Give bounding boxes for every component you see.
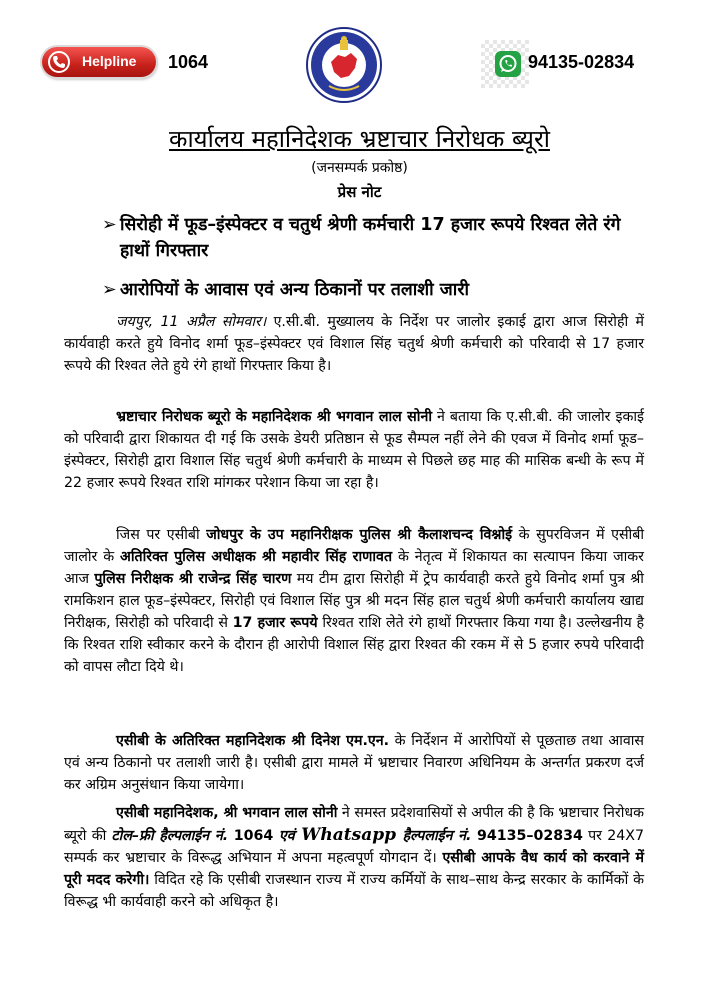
paragraph-bold: एसीबी के अतिरिक्त महानिदेशक श्री दिनेश एम.एन. [116, 733, 389, 749]
paragraph-text: रिश्वत राशि लेते रंगे हाथों गिरफ्तार किया गया है। उल्लेखनीय है कि रिश्वत राशि स्वीकार करने के दौरान ही आरोपी विशाल सिंह द्वारा रिश्वत की रकम में से 5 हजार रुपये परिवादी को वापस लौटा दिये थे। [64, 615, 644, 675]
paragraph-trap [64, 524, 644, 678]
paragraph-text: पर 24X7 सम्पर्क कर भ्रष्टाचार के विरूद्ध अभियान में अपना महत्वपूर्ण योगदान दें। [64, 828, 645, 866]
toll-free-label: टोल–फ्री हैल्पलाईन नं. [111, 828, 229, 844]
paragraph-bold: भ्रष्टाचार निरोधक ब्यूरो के महानिदेशक श्री भगवान लाल सोनी [116, 409, 432, 425]
arrow-bullet-icon: ➢ [102, 280, 117, 300]
paragraph-complaint [64, 406, 644, 494]
acb-emblem-icon [305, 26, 383, 104]
headline-text: आरोपियों के आवास एवं अन्य ठिकानों पर तलाशी जारी [120, 280, 470, 300]
paragraph-text: विदित रहे कि एसीबी राजस्थान राज्य में राज्य कर्मियों के साथ–साथ केन्द्र सरकार के कार्मिकों के विरूद्ध भी कार्यवाही करने को अधिकृत है। [64, 872, 644, 910]
paragraph-investigation [64, 730, 644, 796]
helpline-number: 1064 [168, 52, 209, 72]
paragraph-text: ने समस्त प्रदेशवासियों से अपील की है कि भ्रष्टाचार निरोधक ब्यूरो की [64, 805, 644, 844]
whatsapp-helpline-label: हैल्पलाईन नं. [402, 828, 472, 844]
whatsapp-icon [495, 51, 521, 77]
paragraph-text: के सुपरविजन में एसीबी जालोर के [64, 527, 644, 565]
paragraph-text: ए.सी.बी. मुख्यालय के निर्देश पर जालोर इकाई द्वारा आज सिरोही में कार्यवाही करते हुये विनोद शर्मा फूड–इंस्पेक्टर एवं विशाल सिंह चतुर्थ श्रेणी कर्मचारी को परिवादी से 17 हजार रूपये की रिश्वत लेते हुये रंगे हाथों गिरफ्तार किया है। [64, 314, 644, 374]
letterhead [0, 0, 719, 110]
toll-free-number: 1064 [228, 828, 279, 844]
paragraph-text: जिस पर एसीबी [116, 527, 207, 543]
paragraph-text: मय टीम द्वारा सिरोही में ट्रेप कार्यवाही करते हुये विनोद शर्मा पुत्र श्री रामकिशन हाल फूड–इंस्पेक्टर, सिरोही एवं विशाल सिंह पुत्र श्री मदन सिंह हाल चतुर्थ श्रेणी कर्मचारी कार्यालय खाद्य निरीक्षक, सिरोही को परिवादी से [64, 571, 644, 631]
press-note-heading: प्रेस नोट [337, 183, 382, 201]
phone-icon [48, 51, 70, 73]
headline-bullet [102, 277, 642, 303]
paragraph-bold: पुलिस निरीक्षक श्री राजेन्द्र सिंह चारण [94, 571, 292, 587]
paragraph-bold: 17 हजार रूपये [232, 615, 318, 631]
helpline-badge [42, 47, 156, 77]
dateline: जयपुर, 11 अप्रैल सोमवार। [116, 314, 267, 330]
whatsapp-number: 94135-02834 [528, 52, 635, 72]
headline-text: सिरोही में फूड–इंस्पेक्टर व चतुर्थ श्रेणी कर्मचारी 17 हजार रूपये रिश्वत लेते रंगे हाथों गिरफ्तार [120, 215, 621, 261]
arrow-bullet-icon: ➢ [102, 215, 117, 235]
page-title: कार्यालय महानिदेशक भ्रष्टाचार निरोधक ब्यूरो [169, 125, 550, 153]
paragraph-bold: एसीबी आपके वैध कार्य को करवाने में पूरी मदद करेगी। [64, 850, 644, 888]
paragraph-bold: एसीबी महानिदेशक, श्री भगवान लाल सोनी [116, 805, 338, 821]
helpline-label: Helpline [82, 53, 137, 69]
paragraph-intro [64, 311, 644, 377]
paragraph-text: के निर्देशन में आरोपियों से पूछताछ तथा आवास एवं अन्य ठिकानो पर तलाशी जारी है। एसीबी द्वारा मामले में भ्रष्टाचार निवारण अधिनियम के अन्तर्गत प्रकरण दर्ज कर अग्रिम अनुसंधान किया जायेगा। [64, 733, 644, 793]
headline-bullet [102, 212, 642, 264]
whatsapp-helpline-number: 94135–02834 [471, 828, 583, 844]
paragraph-bold: अतिरिक्त पुलिस अधीक्षक श्री महावीर सिंह राणावत [120, 549, 393, 565]
conjunction: एवं [278, 828, 295, 844]
paragraph-appeal [64, 802, 644, 913]
whatsapp-word: Whatsapp [294, 825, 403, 845]
page-subtitle: (जनसम्पर्क प्रकोष्ठ) [311, 160, 408, 176]
paragraph-text: ने बताया कि ए.सी.बी. की जालोर इकाई को परिवादी द्वारा शिकायत दी गई कि उसके डेयरी प्रतिष्ठान से फूड सैम्पल नहीं लेने की एवज में विनोद शर्मा फूड–इंस्पेक्टर, सिरोही द्वारा विशाल सिंह चतुर्थ श्रेणी कर्मचारी के माध्यम से पिछले छह माह की मासिक बन्धी के रूप में 22 हजार रूपये रिश्वत राशि मांगकर परेशान किया जा रहा है। [64, 409, 644, 491]
paragraph-text: के नेतृत्व में शिकायत का सत्यापन किया जाकर आज [64, 549, 644, 587]
paragraph-bold: जोधपुर के उप महानिरीक्षक पुलिस श्री कैलाशचन्द विश्नोई [206, 527, 513, 543]
